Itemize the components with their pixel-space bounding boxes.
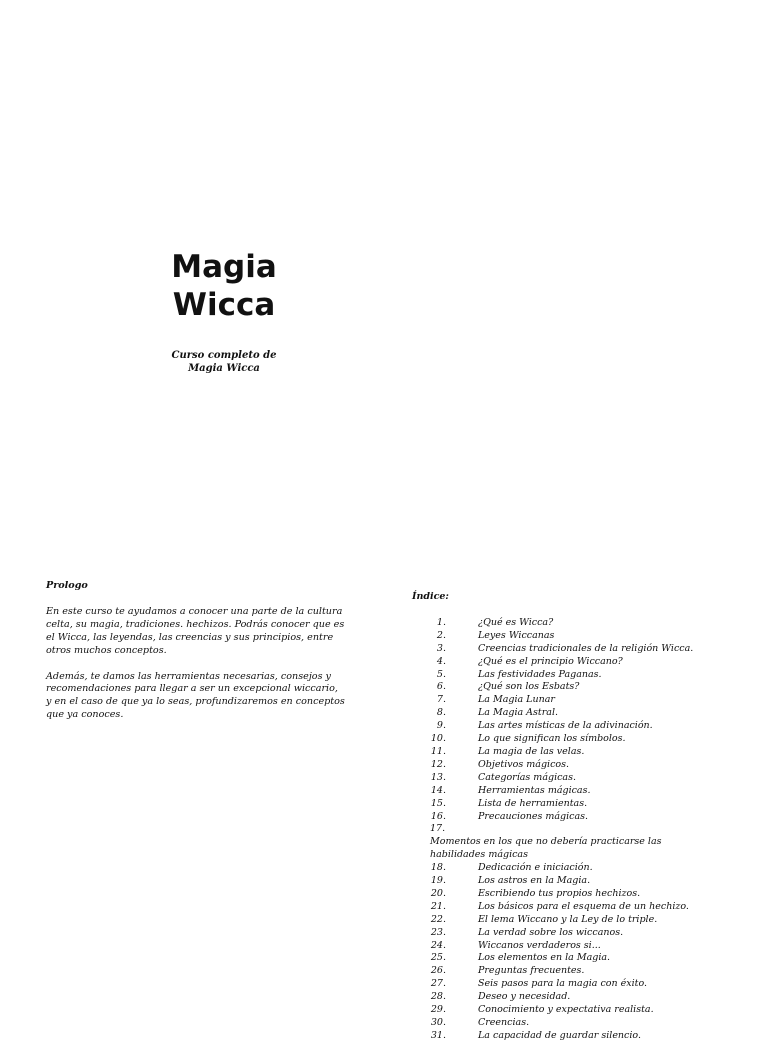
index-item-text: La capacidad de guardar silencio. [478,1029,641,1041]
index-item-text: Los elementos en la Magia. [478,952,611,964]
index-item [412,965,732,978]
index-item [412,914,732,927]
index-item-number: 9. [436,720,446,732]
index-item-number: 4. [436,655,446,667]
index-item-text: ¿Qué es el principio Wiccano? [478,655,623,667]
index-item-text: Herramientas mágicas. [478,784,591,796]
index-item [412,1004,732,1017]
index-section [412,591,732,1043]
index-item-text: Los astros en la Magia. [478,875,591,887]
index-item [412,991,732,1004]
index-item [412,875,732,888]
prolog-section [46,580,346,735]
index-item-number: 26. [430,965,446,977]
index-item-number: 18. [430,862,446,874]
index-item-number: 16. [430,810,446,822]
index-item-number: 6. [436,681,446,693]
index-item-number: 29. [430,1004,446,1016]
index-item-text: Creencias tradicionales de la religión Wicca. [478,642,694,654]
index-item-text: Escribiendo tus propios hechizos. [478,887,641,899]
index-heading: Índice: [412,591,449,602]
index-item [412,901,732,914]
prolog-heading: Prologo [46,580,88,591]
index-item-text: La verdad sobre los wiccanos. [478,926,624,938]
index-item-number: 7. [436,694,446,706]
index-item-number: 10. [430,733,446,745]
index-item-number: 30. [430,1017,446,1028]
index-item [412,617,732,630]
subtitle-line-2: Magia Wicca [188,363,260,374]
index-item [412,694,732,707]
index-item-text: Conocimiento y expectativa realista. [478,1004,654,1016]
index-item [412,630,732,643]
index-item [412,707,732,720]
index-item-text: Seis pasos para la magia con éxito. [478,978,648,990]
index-item-text: Momentos en los que no debería practicarse las habilidades mágicas [430,836,662,861]
index-item [412,927,732,940]
index-item [412,785,732,798]
index-item-text: El lema Wiccano y la Ley de lo triple. [478,913,658,925]
index-item-text: Categorías mágicas. [478,771,576,783]
index-list [412,617,732,1043]
index-item-text: Leyes Wiccanas [478,629,555,641]
index-item [412,643,732,656]
index-item-text: La Magia Lunar [478,694,555,706]
subtitle-line-1: Curso completo de [171,350,277,361]
index-item-text: Preguntas frecuentes. [478,965,585,977]
index-item [412,720,732,733]
index-item [412,823,710,862]
index-item-number: 2. [436,629,446,641]
index-item-text: Wiccanos verdaderos si... [478,939,601,951]
index-item-number: 13. [430,771,446,783]
index-item [412,1030,732,1043]
title-line-2: Wicca [172,287,276,323]
index-item-text: Los básicos para el esquema de un hechizo. [478,900,689,912]
index-item [412,888,732,901]
title-line-1: Magia [171,249,277,285]
index-item [412,746,732,759]
index-item-number: 27. [430,978,446,990]
index-item-number: 23. [430,926,446,938]
index-item-number: 22. [430,913,446,925]
index-item-number: 3. [436,642,446,654]
index-item-text: Lista de herramientas. [478,797,588,809]
index-item-text: ¿Qué son los Esbats? [478,681,580,693]
index-item-number: 19. [430,875,446,887]
index-item-text: Las festividades Paganas. [478,668,602,680]
index-item-number: 5. [436,668,446,680]
index-item-number: 1. [436,616,446,628]
index-item-text: Deseo y necesidad. [478,991,571,1003]
index-item-text: Precauciones mágicas. [478,810,589,822]
index-item-number: 28. [430,991,446,1003]
index-item-number: 25. [430,952,446,964]
index-item-number: 20. [430,887,446,899]
index-item-number: 21. [430,900,446,912]
prolog-paragraph-1: En este curso te ayudamos a conocer una parte de la cultura celta, su magia, tradiciones. hechizos. Podrás conocer que es el Wicca, las leyendas, las creencias y sus principios, entre otros muchos conceptos. [46,605,345,656]
index-item [412,811,732,824]
document-title [150,248,298,324]
index-item [412,952,732,965]
index-item-number: 24. [430,939,446,951]
index-item [412,862,732,875]
index-item-number: 17. [430,823,446,835]
index-item [412,656,732,669]
index-item [412,759,732,772]
index-item-number: 15. [430,797,446,809]
index-item [412,772,732,785]
prolog-paragraph-2: Además, te damos las herramientas necesarias, consejos y recomendaciones para llegar a ser un excepcional wiccario, y en el caso de que ya lo seas, profundizaremos en conceptos que ya conoces. [46,670,345,721]
index-item-text: Creencias. [478,1017,530,1028]
index-item-text: Las artes místicas de la adivinación. [478,720,653,732]
index-item-number: 12. [430,758,446,770]
index-item [412,978,732,991]
index-item-number: 8. [436,707,446,719]
index-item-text: Dedicación e iniciación. [478,862,593,874]
index-item-text: La magia de las velas. [478,745,585,757]
index-item-text: Objetivos mágicos. [478,758,570,770]
index-item-text: ¿Qué es Wicca? [478,616,554,628]
index-item-text: La Magia Astral. [478,707,559,719]
index-item [412,1017,732,1030]
index-item-number: 31. [430,1029,446,1041]
index-item [412,733,732,746]
index-item [412,669,732,682]
index-item [412,681,732,694]
index-item-number: 14. [430,784,446,796]
index-item-text: Lo que significan los símbolos. [478,733,626,745]
index-item [412,940,732,953]
document-subtitle [150,349,298,375]
index-item [412,798,732,811]
index-item-number: 11. [430,745,446,757]
